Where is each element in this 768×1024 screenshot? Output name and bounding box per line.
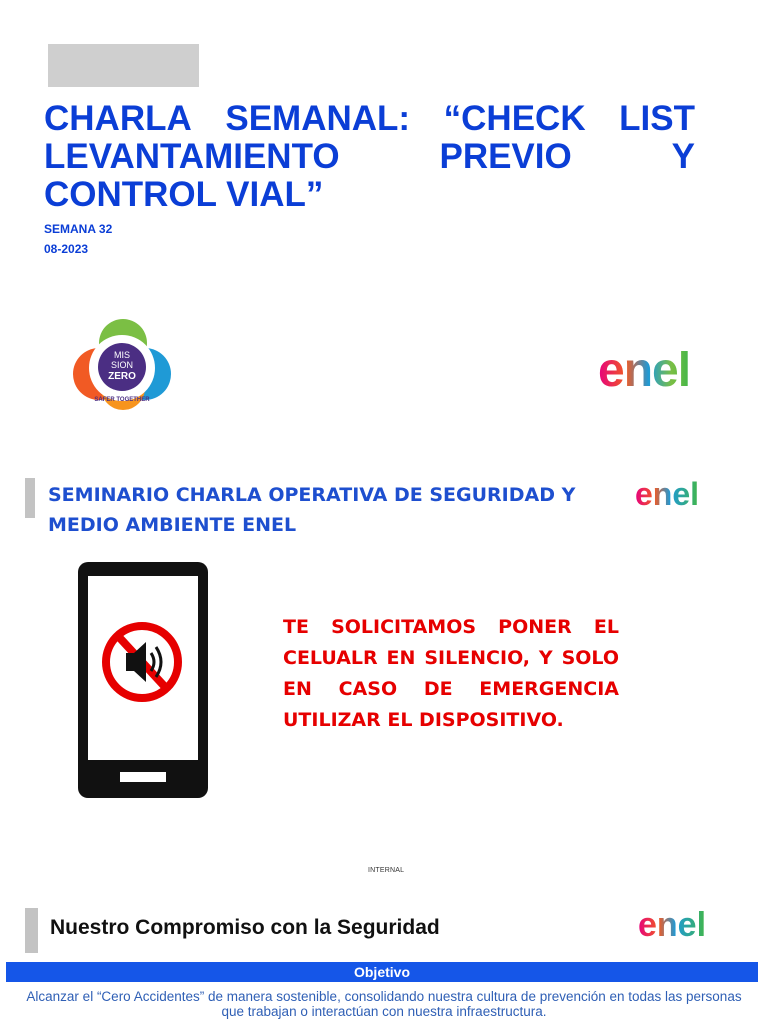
seminar-title-line-2: MEDIO AMBIENTE ENEL: [48, 514, 297, 536]
enel-logo-text: enel: [598, 344, 691, 390]
section-accent-bar: [25, 908, 38, 953]
classification-label: INTERNAL: [368, 867, 405, 874]
week-label: SEMANA 32: [44, 222, 113, 236]
title-word: “CHECK: [443, 99, 586, 138]
silence-phone-notice: TE SOLICITAMOS PONER EL CELUALR EN SILENCIO, Y SOLO EN CASO DE EMERGENCIA UTILIZAR EL DISPOSITIVO.: [283, 616, 619, 731]
title-word: PREVIO: [439, 137, 572, 176]
enel-logo: [638, 906, 724, 940]
mission-zero-logo: [72, 316, 174, 416]
date-label: 08-2023: [44, 242, 89, 256]
title-word: LIST: [619, 99, 695, 138]
page-title: [44, 100, 695, 214]
commitment-title: Nuestro Compromiso con la Seguridad: [50, 916, 440, 939]
objective-header: Objetivo: [6, 962, 758, 982]
title-line-2: [44, 138, 695, 176]
week-info: [44, 219, 112, 259]
enel-logo-text: enel: [638, 906, 707, 940]
seminar-title: [48, 480, 608, 540]
title-word: SEMANAL:: [225, 99, 411, 138]
phone-silent-icon: [76, 560, 210, 800]
title-word: CONTROL VIAL”: [44, 175, 324, 214]
objective-text: Alcanzar el “Cero Accidentes” de manera sostenible, consolidando nuestra cultura de prevención en todas las personas que trabajan o interactúan con nuestra infraestructura.: [26, 989, 742, 1019]
mission-zero-tagline: SAFER TOGETHER: [94, 397, 150, 403]
enel-logo-text: enel: [635, 478, 700, 508]
mission-zero-text-2: SION: [110, 360, 134, 370]
mission-zero-text-3: ZERO: [108, 371, 136, 382]
mission-zero-text-1: MIS: [113, 350, 131, 360]
title-word: CHARLA: [44, 99, 192, 138]
title-line-1: [44, 100, 695, 138]
title-line-3: [44, 176, 695, 214]
title-word: LEVANTAMIENTO: [44, 137, 340, 176]
title-word: Y: [671, 137, 695, 176]
enel-logo: [598, 342, 720, 390]
enel-logo: [635, 478, 721, 508]
seminar-title-line-1: SEMINARIO CHARLA OPERATIVA DE SEGURIDAD Y: [48, 484, 576, 506]
header-placeholder-block: [48, 44, 199, 87]
section-accent-bar: [25, 478, 35, 518]
